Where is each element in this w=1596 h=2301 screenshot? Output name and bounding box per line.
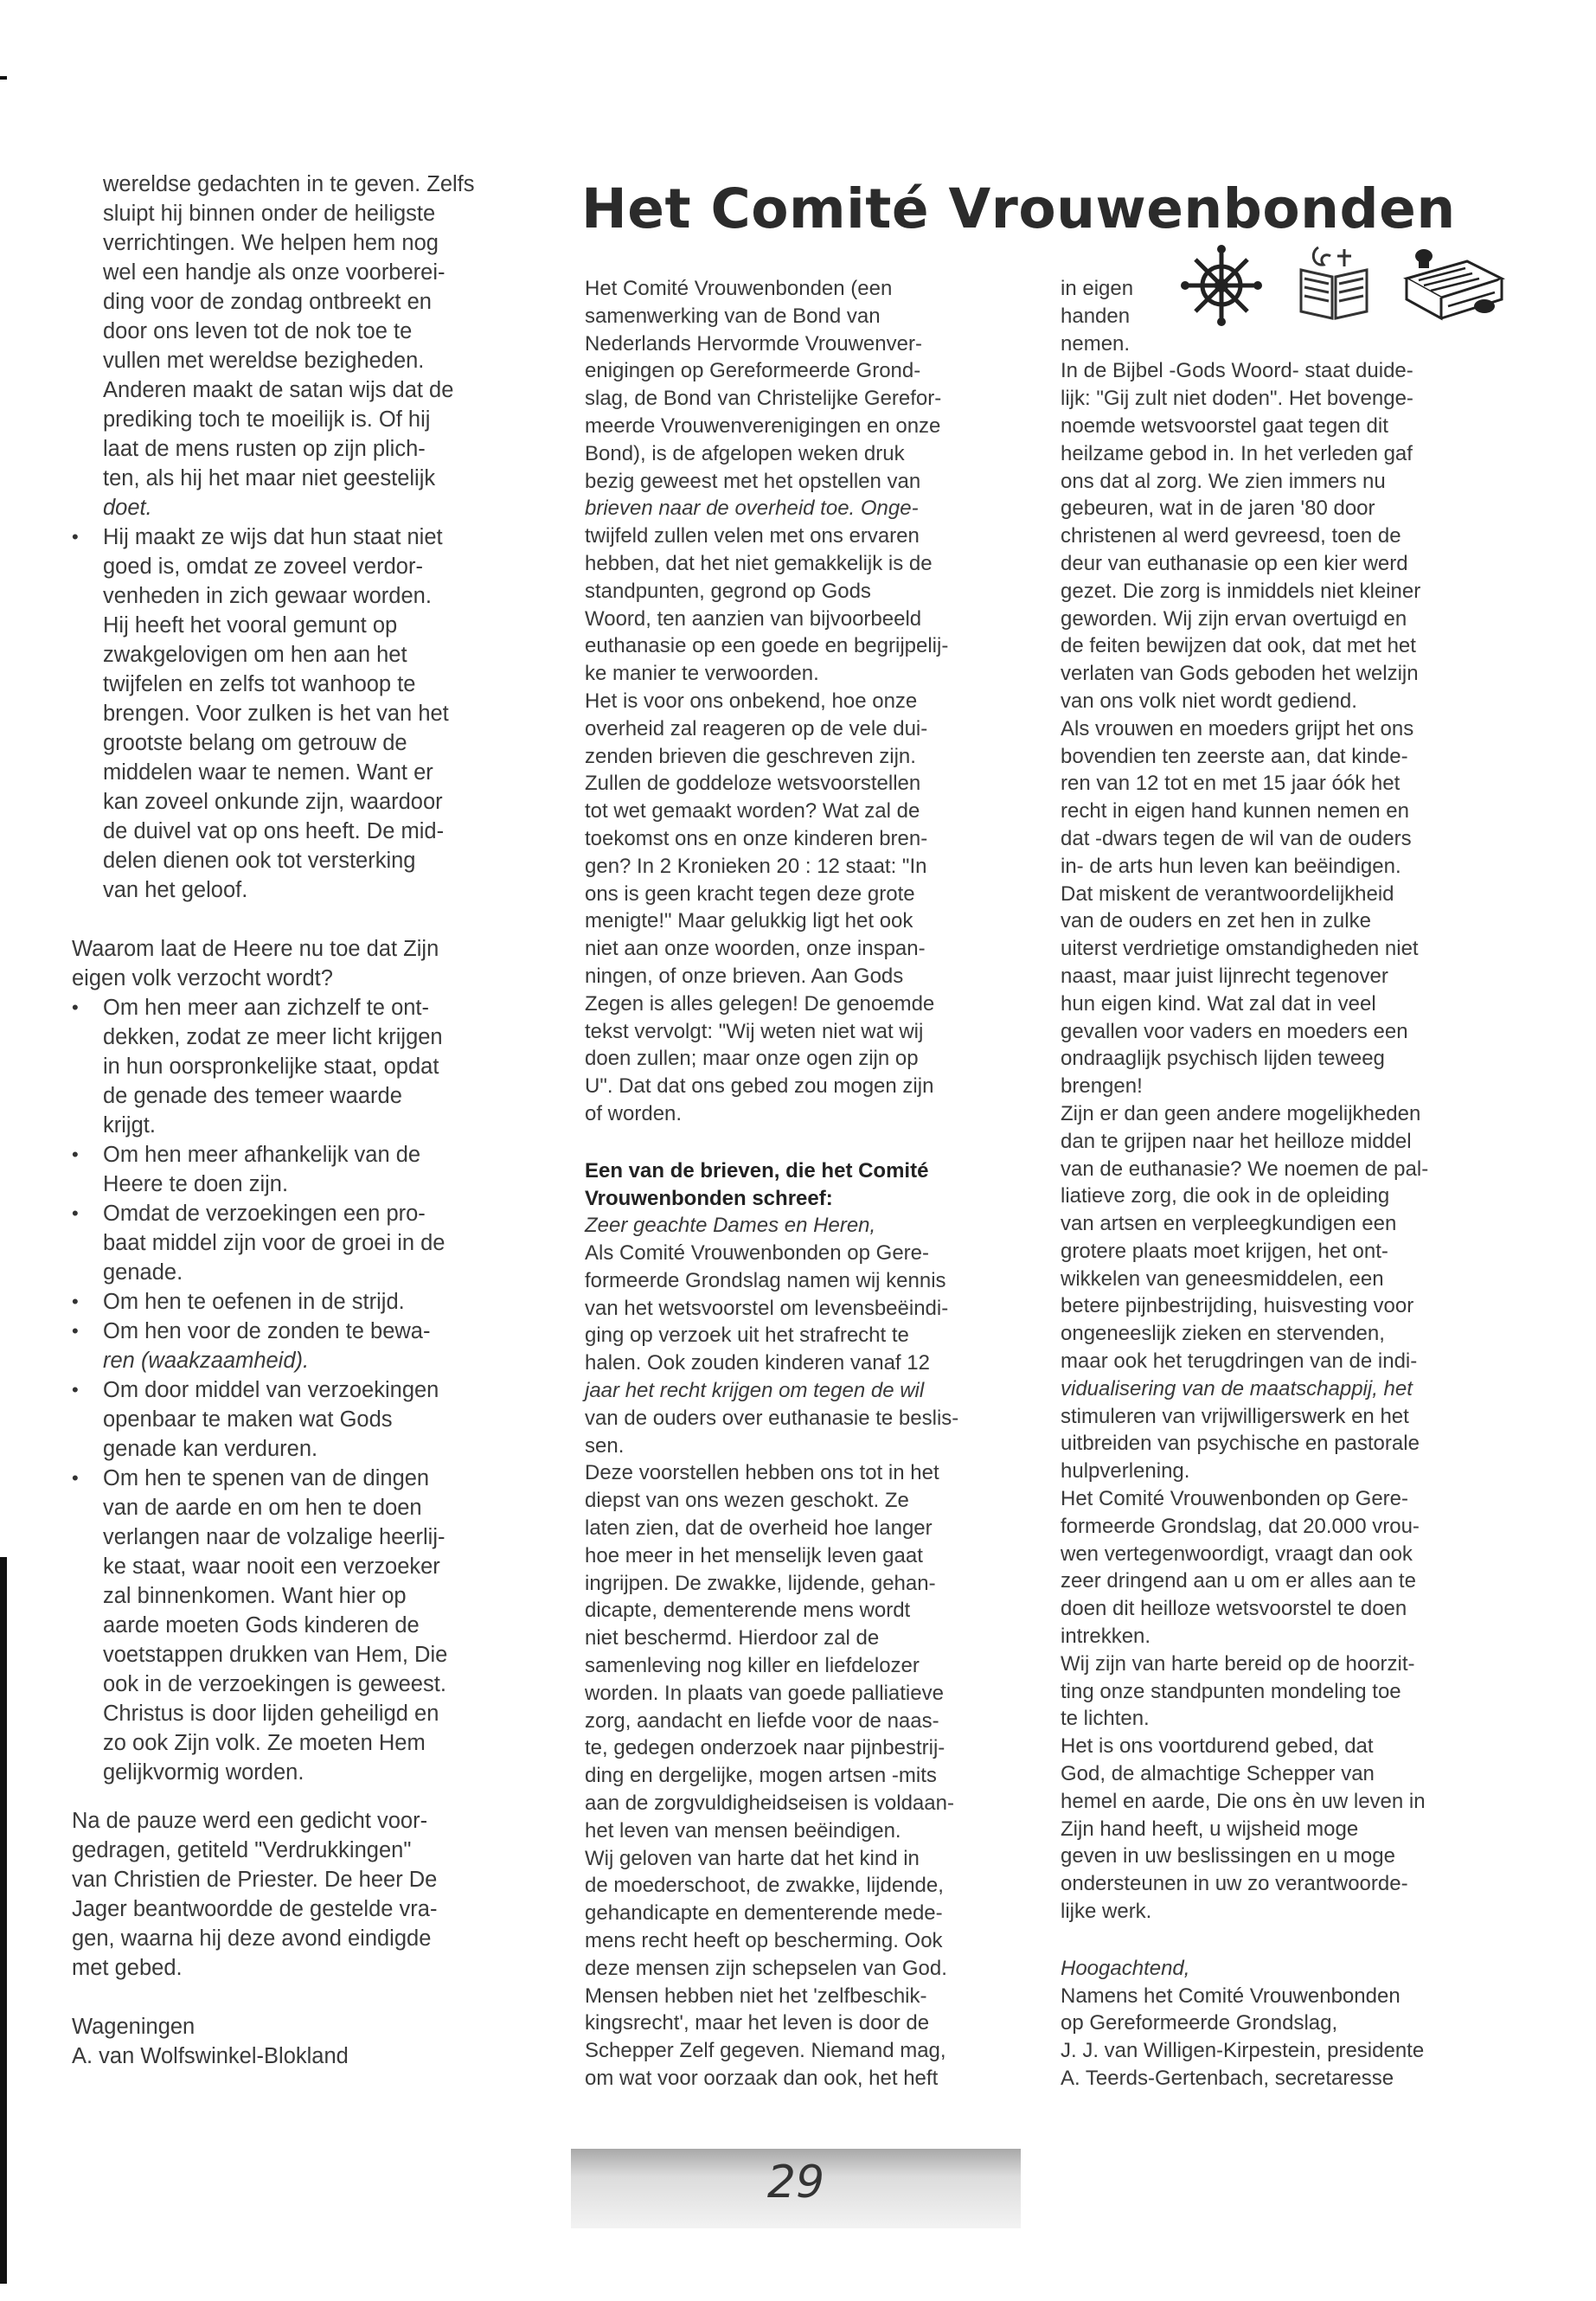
- text-line: Nederlands Hervormde Vrouwenver-: [585, 331, 922, 356]
- text-line: Jager beantwoordde de gestelde vra-: [72, 1897, 438, 1921]
- letter-heading: Vrouwenbonden schreef:: [585, 1186, 833, 1210]
- signature-line: op Gereformeerde Grondslag,: [1061, 2011, 1338, 2035]
- text-line: van de ouders over euthanasie te beslis-: [585, 1406, 959, 1430]
- text-line: • Om door middel van verzoekingen: [103, 1378, 439, 1402]
- text-line: bovendien ten zeerste aan, dat kinde-: [1061, 744, 1408, 768]
- text-line: lijke werk.: [1061, 1900, 1152, 1924]
- text-line: formeerde Grondslag namen wij kennis: [585, 1268, 946, 1292]
- left-column: [72, 170, 539, 2071]
- text-line: • Om hen te spenen van de dingen: [103, 1466, 430, 1490]
- text-line: genade.: [103, 1260, 183, 1285]
- text-line: dicapte, dementerende mens wordt: [585, 1599, 911, 1623]
- text-line: van Christien de Priester. De heer De: [72, 1868, 438, 1892]
- text-line: wen vertegenwoordigt, vraagt dan ook: [1061, 1541, 1413, 1566]
- letter-salutation: Zeer geachte Dames en Heren,: [585, 1214, 876, 1238]
- text-line: Het is voor ons onbekend, hoe onze: [585, 689, 918, 713]
- scan-edge-bar: [0, 1557, 7, 2284]
- text-line: niet beschermd. Hierdoor zal de: [585, 1626, 880, 1650]
- text-line: mens recht heeft op bescherming. Ook: [585, 1929, 943, 1953]
- text-line: doen zullen; maar onze ogen zijn op: [585, 1047, 919, 1071]
- text-line: In de Bijbel -Gods Woord- staat duide-: [1061, 359, 1413, 383]
- text-line: ging op verzoek uit het strafrecht te: [585, 1324, 909, 1348]
- text-line: of worden.: [585, 1101, 683, 1125]
- text-line: • Omdat de verzoekingen een pro-: [103, 1202, 426, 1226]
- text-line: zal binnenkomen. Want hier op: [103, 1584, 407, 1608]
- text-line: aarde moeten Gods kinderen de: [103, 1613, 420, 1638]
- text-line: ren van 12 tot en met 15 jaar óók het: [1061, 772, 1401, 796]
- text-line: gedragen, getiteld "Verdrukkingen": [72, 1838, 412, 1862]
- text-line: krijgt.: [103, 1113, 156, 1138]
- text-line: hoe meer in het menselijk leven gaat: [585, 1543, 923, 1567]
- text-line: van de aarde en om hen te doen: [103, 1496, 422, 1520]
- text-line: ding en dergelijke, mogen artsen -mits: [585, 1764, 937, 1788]
- text-line: van het geloof.: [103, 878, 248, 902]
- text-line: God, de almachtige Schepper van: [1061, 1762, 1375, 1786]
- reasons-list: [72, 993, 539, 1787]
- text-line: verlangen naar de volzalige heerlij-: [103, 1525, 445, 1549]
- text-line: dekken, zodat ze meer licht krijgen: [103, 1025, 443, 1049]
- text-line: van artsen en verpleegkundigen een: [1061, 1212, 1397, 1236]
- text-line: menigte!" Maar gelukkig ligt het ook: [585, 909, 913, 933]
- text-line: doet.: [103, 496, 152, 520]
- text-line: liatieve zorg, die ook in de opleiding: [1061, 1184, 1390, 1208]
- letter-heading: Een van de brieven, die het Comité: [585, 1158, 929, 1183]
- text-line: • Om hen te oefenen in de strijd.: [103, 1290, 405, 1314]
- text-line: brengen!: [1061, 1074, 1143, 1099]
- text-line: ten, als hij het maar niet geestelijk: [103, 466, 436, 490]
- text-line: wikkelen van geneesmiddelen, een: [1061, 1266, 1384, 1291]
- text-line: in hun oorspronkelijke staat, opdat: [103, 1054, 439, 1079]
- text-line: uiterst verdrietige omstandigheden niet: [1061, 937, 1419, 961]
- text-line: vullen met wereldse bezigheden.: [103, 349, 425, 373]
- text-line: zenden brieven die geschreven zijn.: [585, 744, 916, 768]
- text-line: halen. Ook zouden kinderen vanaf 12: [585, 1351, 930, 1375]
- text-line: Na de pauze werd een gedicht voor-: [72, 1809, 428, 1833]
- text-line: formeerde Grondslag, dat 20.000 vrou-: [1061, 1514, 1420, 1538]
- text-line: ke manier te verwoorden.: [585, 662, 819, 686]
- text-line: hulpverlening.: [1061, 1459, 1190, 1484]
- signature-line: J. J. van Willigen-Kirpestein, presidente: [1061, 2039, 1425, 2063]
- text-line: stimuleren van vrijwilligerswerk en het: [1061, 1404, 1409, 1428]
- text-line: vidualisering van de maatschappij, het: [1061, 1376, 1413, 1400]
- text-line: van de euthanasie? We noemen de pal-: [1061, 1157, 1429, 1181]
- text-line: brengen. Voor zulken is het van het: [103, 702, 449, 726]
- text-line: van het wetsvoorstel om levensbeëindi-: [585, 1296, 949, 1320]
- text-line: ningen, of onze brieven. Aan Gods: [585, 964, 904, 988]
- text-line: met gebed.: [72, 1956, 183, 1980]
- text-line: ondersteunen in uw zo verantwoorde-: [1061, 1872, 1408, 1896]
- text-line: geworden. Wij zijn ervan overtuigd en: [1061, 606, 1407, 631]
- reason-item: [72, 993, 539, 1140]
- reason-item: [72, 1287, 539, 1317]
- text-line: Deze voorstellen hebben ons tot in het: [585, 1461, 939, 1485]
- text-line: hun eigen kind. Wat zal dat in veel: [1061, 991, 1376, 1016]
- text-line: Als Comité Vrouwenbonden op Gere-: [585, 1241, 929, 1266]
- text-line: ons dat al zorg. We zien immers nu: [1061, 469, 1386, 493]
- page-number: 29: [766, 2157, 825, 2208]
- reason-item: [72, 1140, 539, 1199]
- text-line: uitbreiden van psychische en pastorale: [1061, 1432, 1420, 1456]
- text-line: de moederschoot, de zwakke, lijdende,: [585, 1874, 944, 1898]
- text-line: naast, maar juist lijnrecht tegenover: [1061, 964, 1388, 988]
- text-line: deze mensen zijn schepselen van God.: [585, 1956, 947, 1980]
- text-line: tekst vervolgt: "Wij weten niet wat wij: [585, 1019, 924, 1043]
- text-line: gevallen voor vaders en moeders een: [1061, 1019, 1408, 1043]
- text-line: toekomst ons en onze kinderen bren-: [585, 826, 928, 850]
- reason-item: [72, 1464, 539, 1787]
- text-line: ting onze standpunten mondeling toe: [1061, 1679, 1401, 1703]
- text-line: • Om hen meer aan zichzelf te ont-: [103, 996, 430, 1020]
- text-line: kan zoveel onkunde zijn, waardoor: [103, 790, 443, 814]
- text-line: goed is, omdat ze zoveel verdor-: [103, 554, 423, 579]
- text-line: • Hij maakt ze wijs dat hun staat niet: [103, 525, 443, 549]
- signature-line: A. Teerds-Gertenbach, secretaresse: [1061, 2067, 1394, 2090]
- text-line: te, gedegen onderzoek naar pijnbestrij-: [585, 1736, 945, 1760]
- text-line: brieven naar de overheid toe. Onge-: [585, 497, 919, 521]
- author-line: A. van Wolfswinkel-Blokland: [72, 2044, 349, 2068]
- text-line: de duivel vat op ons heeft. De mid-: [103, 819, 445, 843]
- text-line: prediking toch te moeilijk is. Of hij: [103, 407, 431, 432]
- scan-edge-mark: [0, 76, 7, 80]
- text-line: twijfeld zullen velen met ons ervaren: [585, 524, 920, 548]
- text-line: het leven van mensen beëindigen.: [585, 1818, 901, 1843]
- text-line: dan te grijpen naar het heilloze middel: [1061, 1129, 1412, 1153]
- text-line: ke staat, waar nooit een verzoeker: [103, 1554, 440, 1579]
- question-line: Waarom laat de Heere nu toe dat Zijn: [72, 937, 439, 961]
- text-line: enigingen op Gereformeerde Grond-: [585, 359, 921, 383]
- text-line: samenleving nog killer en liefdelozer: [585, 1654, 920, 1678]
- text-line: openbaar te maken wat Gods: [103, 1407, 393, 1432]
- question-line: eigen volk verzocht wordt?: [72, 966, 333, 990]
- bullet-item: [72, 522, 539, 905]
- text-line: door ons leven tot de nok toe te: [103, 319, 413, 343]
- text-line: euthanasie op een goede en begrijpelij-: [585, 634, 949, 658]
- text-line: nemen.: [1061, 331, 1131, 356]
- text-line: om wat voor oorzaak dan ook, het heft: [585, 2067, 939, 2090]
- text-line: Wij geloven van harte dat het kind in: [585, 1846, 920, 1870]
- text-line: sluipt hij binnen onder de heiligste: [103, 202, 436, 226]
- text-line: standpunten, gegrond op Gods: [585, 579, 871, 603]
- text-line: gezet. Die zorg is inmiddels niet kleiner: [1061, 579, 1421, 603]
- text-line: recht in eigen hand kunnen nemen en: [1061, 799, 1409, 824]
- text-line: ding voor de zondag ontbreekt en: [103, 290, 432, 314]
- text-line: ondraaglijk psychisch lijden teweeg: [1061, 1047, 1385, 1071]
- text-line: geven in uw beslissingen en u moge: [1061, 1844, 1395, 1868]
- text-line: verlaten van Gods geboden het welzijn: [1061, 662, 1419, 686]
- text-line: zorg, aandacht en liefde voor de naas-: [585, 1708, 939, 1733]
- right-column: [1061, 275, 1502, 2093]
- text-line: Schepper Zelf gegeven. Niemand mag,: [585, 2039, 946, 2063]
- place-line: Wageningen: [72, 2015, 195, 2039]
- text-line: • Om hen meer afhankelijk van de: [103, 1143, 421, 1167]
- text-line: verrichtingen. We helpen hem nog: [103, 231, 439, 255]
- text-line: handen: [1061, 304, 1131, 328]
- text-line: aan de zorgvuldigheidseisen is voldaan-: [585, 1791, 954, 1816]
- text-line: laat de mens rusten op zijn plich-: [103, 437, 426, 461]
- reason-item: [72, 1317, 539, 1375]
- text-line: intrekken.: [1061, 1625, 1151, 1649]
- text-line: overheid zal reageren op de vele dui-: [585, 716, 928, 740]
- text-line: Het is ons voortdurend gebed, dat: [1061, 1734, 1374, 1759]
- text-line: voetstappen drukken van Hem, Die: [103, 1643, 448, 1667]
- reason-item: [72, 1199, 539, 1287]
- text-line: Wij zijn van harte bereid op de hoorzit-: [1061, 1651, 1415, 1676]
- text-line: Als vrouwen en moeders grijpt het ons: [1061, 716, 1414, 740]
- text-line: tot wet gemaakt worden? Wat zal de: [585, 799, 920, 824]
- reason-item: [72, 1375, 539, 1464]
- article-title: Het Comité Vrouwenbonden: [581, 177, 1456, 240]
- letter-closing: Hoogachtend,: [1061, 1956, 1190, 1980]
- text-line: Woord, ten aanzien van bijvoorbeeld: [585, 606, 922, 631]
- text-line: kingsrecht', maar het leven is door de: [585, 2011, 930, 2035]
- text-line: Anderen maakt de satan wijs dat de: [103, 378, 454, 402]
- text-line: christenen al werd gevreesd, toen de: [1061, 524, 1401, 548]
- text-line: samenwerking van de Bond van: [585, 304, 881, 328]
- text-line: jaar het recht krijgen om tegen de wil: [585, 1379, 925, 1403]
- text-line: de feiten bewijzen dat ook, dat met het: [1061, 634, 1416, 658]
- text-line: baat middel zijn voor de groei in de: [103, 1231, 445, 1255]
- text-line: sen.: [585, 1433, 625, 1458]
- text-line: diepst van ons wezen geschokt. Ze: [585, 1489, 909, 1513]
- text-line: Heere te doen zijn.: [103, 1172, 289, 1196]
- text-line: in eigen: [1061, 277, 1134, 300]
- text-line: Hij heeft het vooral gemunt op: [103, 613, 398, 638]
- text-line: Dat miskent de verantwoordelijkheid: [1061, 881, 1394, 906]
- text-line: van de ouders en zet hen in zulke: [1061, 909, 1371, 933]
- text-line: Het Comité Vrouwenbonden (een: [585, 277, 893, 300]
- text-line: heilzame gebod in. In het verleden gaf: [1061, 441, 1413, 465]
- text-line: betere pijnbestrijding, huisvesting voor: [1061, 1294, 1414, 1318]
- bullet-list: [72, 522, 539, 905]
- text-line: gehandicapte en dementerende mede-: [585, 1901, 943, 1926]
- text-line: wel een handje als onze voorberei-: [103, 260, 445, 285]
- text-line: Zijn hand heeft, u wijsheid moge: [1061, 1817, 1359, 1841]
- text-line: maar ook het terugdringen van de indi-: [1061, 1349, 1418, 1374]
- text-line: gen, waarna hij deze avond eindigde: [72, 1926, 432, 1951]
- text-line: gebeuren, wat in de jaren '80 door: [1061, 497, 1375, 521]
- text-line: slag, de Bond van Christelijke Gerefor-: [585, 387, 942, 411]
- text-line: genade kan verduren.: [103, 1437, 318, 1461]
- text-line: gelijkvormig worden.: [103, 1760, 304, 1785]
- text-line: wereldse gedachten in te geven. Zelfs: [103, 172, 475, 196]
- text-line: venheden in zich gewaar worden.: [103, 584, 432, 608]
- text-line: dat -dwars tegen de wil van de ouders: [1061, 826, 1412, 850]
- text-line: laten zien, dat de overheid hoe langer: [585, 1516, 933, 1541]
- text-line: grootste belang om getrouw de: [103, 731, 407, 755]
- text-line: Het Comité Vrouwenbonden op Gere-: [1061, 1487, 1408, 1511]
- text-line: grotere plaats moet krijgen, het ont-: [1061, 1239, 1388, 1263]
- text-line: zeer dringend aan u om er alles aan te: [1061, 1569, 1416, 1593]
- text-line: de genade des temeer waarde: [103, 1084, 402, 1108]
- text-line: Zegen is alles gelegen! De genoemde: [585, 991, 935, 1016]
- middle-column: [585, 275, 1016, 2093]
- text-line: ren (waakzaamheid).: [103, 1349, 310, 1373]
- text-line: in- de arts hun leven kan beëindigen.: [1061, 854, 1401, 878]
- text-line: gen? In 2 Kronieken 20 : 12 staat: "In: [585, 854, 927, 878]
- signature-line: Namens het Comité Vrouwenbonden: [1061, 1984, 1401, 2008]
- text-line: hebben, dat het niet gemakkelijk is de: [585, 551, 933, 575]
- text-line: Christus is door lijden geheiligd en: [103, 1702, 439, 1726]
- text-line: zo ook Zijn volk. Ze moeten Hem: [103, 1731, 426, 1755]
- text-line: ons is geen kracht tegen deze grote: [585, 881, 915, 906]
- text-line: twijfelen en zelfs tot wanhoop te: [103, 672, 416, 696]
- text-line: bezig geweest met het opstellen van: [585, 469, 921, 493]
- text-line: Zullen de goddeloze wetsvoorstellen: [585, 772, 921, 796]
- text-line: te lichten.: [1061, 1707, 1150, 1731]
- text-line: Bond), is de afgelopen weken druk: [585, 441, 905, 465]
- left-intro: [72, 170, 539, 522]
- text-line: U". Dat dat ons gebed zou mogen zijn: [585, 1074, 934, 1099]
- text-line: noemde wetsvoorstel gaat tegen dit: [1061, 413, 1388, 438]
- text-line: hemel en aarde, Die ons èn uw leven in: [1061, 1789, 1426, 1813]
- text-line: ook in de verzoekingen is geweest.: [103, 1672, 446, 1696]
- text-line: • Om hen voor de zonden te bewa-: [103, 1319, 431, 1343]
- text-line: deur van euthanasie op een kier werd: [1061, 551, 1408, 575]
- text-line: Mensen hebben niet het 'zelfbeschik-: [585, 1984, 927, 2008]
- text-line: zwakgelovigen om hen aan het: [103, 643, 407, 667]
- text-line: ongeneeslijk zieken en stervenden,: [1061, 1322, 1385, 1346]
- text-line: middelen waar te nemen. Want er: [103, 760, 433, 785]
- text-line: Zijn er dan geen andere mogelijkheden: [1061, 1101, 1421, 1125]
- text-line: van ons volk niet wordt gediend.: [1061, 689, 1357, 713]
- text-line: worden. In plaats van goede palliatieve: [585, 1681, 944, 1705]
- text-line: lijk: "Gij zult niet doden". Het bovenge-: [1061, 387, 1413, 411]
- text-line: niet aan onze woorden, onze inspan-: [585, 937, 926, 961]
- text-line: delen dienen ook tot versterking: [103, 849, 416, 873]
- text-line: doen dit heilloze wetsvoorstel te doen: [1061, 1597, 1407, 1621]
- text-line: meerde Vrouwenverenigingen en onze: [585, 413, 941, 438]
- text-line: ingrijpen. De zwakke, lijdende, gehan-: [585, 1571, 936, 1595]
